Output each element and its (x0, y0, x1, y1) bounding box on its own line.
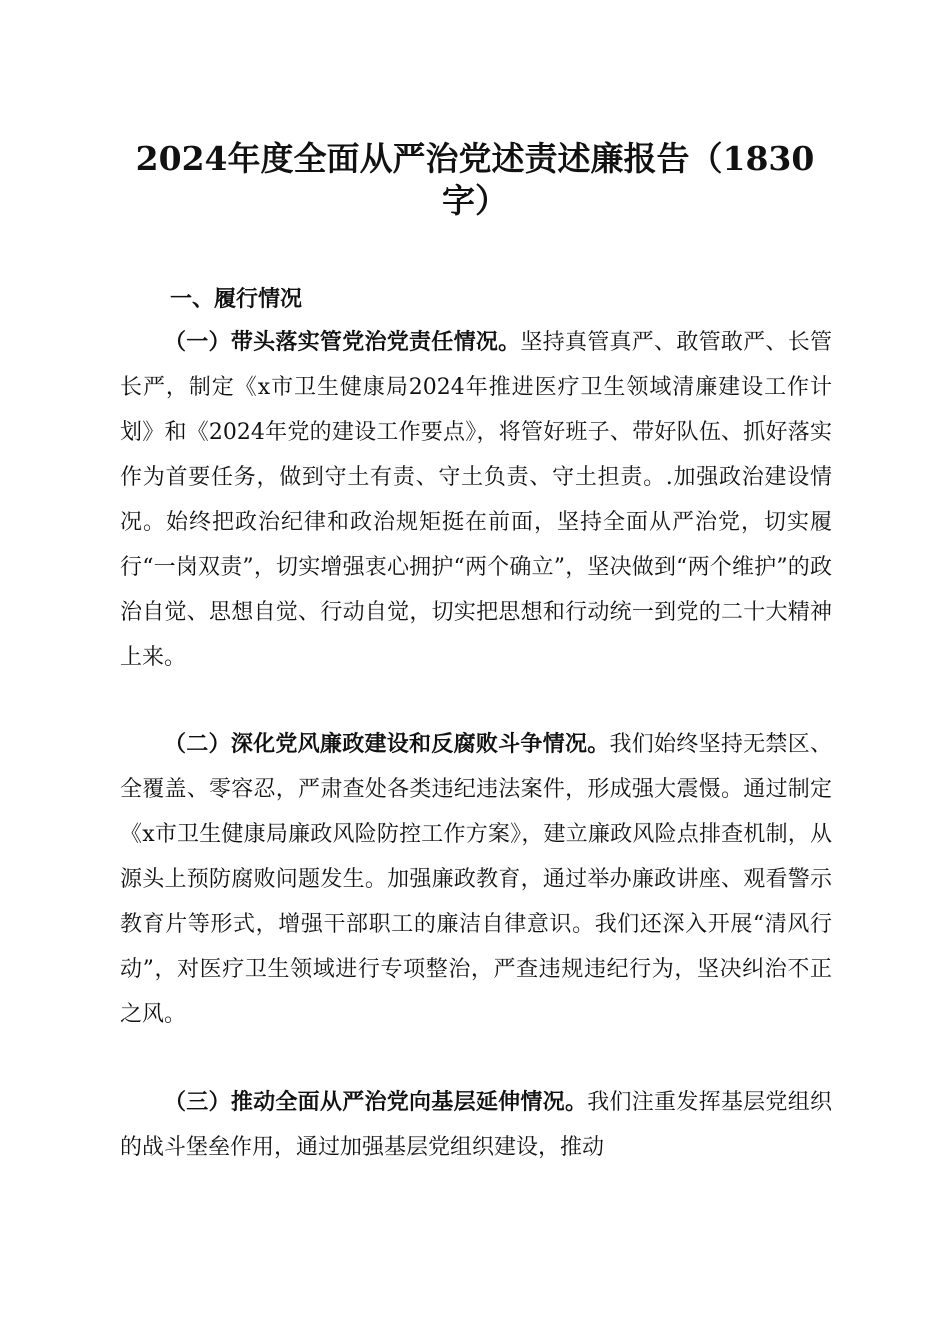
paragraph-1-lead: （一）带头落实管党治党责任情况。 (164, 330, 521, 355)
paragraph-3-text: 我们注重发挥基层党组织的战斗堡垒作用，通过加强基层党组织建设，推动 (120, 1090, 832, 1160)
paragraph-1 (120, 320, 832, 680)
paragraph-1-text: 坚持真管真严、敢管敢严、长管长严，制定《x市卫生健康局2024年推进医疗卫生领域清廉建设工作计划》和《2024年党的建设工作要点》，将管好班子、带好队伍、抓好落实作为首要任务，做到守土有责、守土负责、守土担责。.加强政治建设情况。始终把政治纪律和政治规矩挺在前面，坚持全面从严治党，切实履行“一岗双责”，切实增强衷心拥护“两个确立”，坚决做到“两个维护”的政治自觉、思想自觉、行动自觉，切实把思想和行动统一到党的二十大精神上来。 (120, 330, 832, 670)
paragraph-2-lead: （二）深化党风廉政建设和反腐败斗争情况。 (164, 732, 610, 757)
paragraph-2-text: 我们始终坚持无禁区、全覆盖、零容忍，严肃查处各类违纪违法案件，形成强大震慑。通过制定《x市卫生健康局廉政风险防控工作方案》，建立廉政风险点排查机制，从源头上预防腐败问题发生。加强廉政教育，通过举办廉政讲座、观看警示教育片等形式，增强干部职工的廉洁自律意识。我们还深入开展“清风行动”，对医疗卫生领域进行专项整治，严查违规违纪行为，坚决纠治不正之风。 (120, 732, 832, 1027)
paragraph-3 (120, 1080, 832, 1170)
section-heading: 一、履行情况 (170, 287, 303, 312)
paragraph-2 (120, 722, 832, 1037)
paragraph-3-lead: （三）推动全面从严治党向基层延伸情况。 (164, 1090, 588, 1115)
document-title: 2024年度全面从严治党述责述廉报告（1830字） (135, 139, 815, 220)
